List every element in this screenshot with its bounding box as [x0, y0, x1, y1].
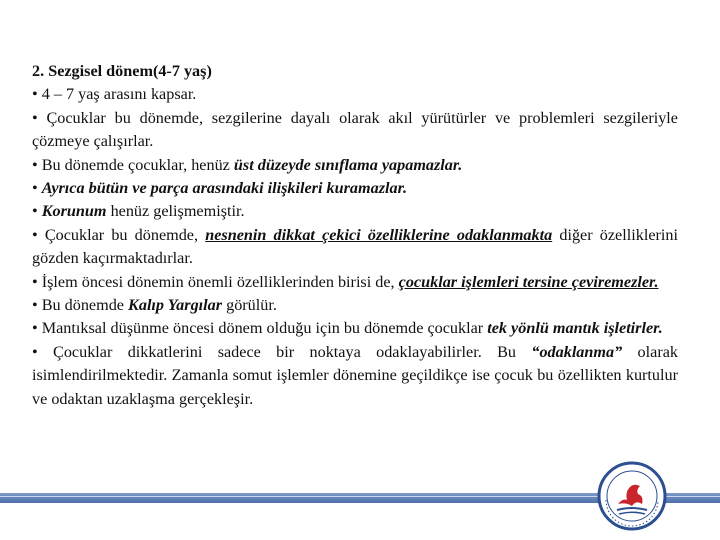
bullet-item [32, 271, 678, 294]
bullet-item [32, 200, 678, 223]
bullet-text: • Çocuklar dikkatlerini sadece bir noktaya odaklayabilirler. Bu [32, 342, 532, 361]
bullet-text: • 4 – 7 yaş arasını kapsar. [32, 85, 197, 104]
bullet-item [32, 177, 678, 200]
emphasis-text: nesnenin dikkat çekici özelliklerine odaklanmakta [205, 225, 553, 244]
bullet-text: • Çocuklar bu dönemde, sezgilerine dayalı olarak akıl yürütürler ve problemleri sezgileriyle çözmeye çalışırlar. [32, 108, 678, 151]
emphasis-text: Ayrıca bütün ve parça arasındaki ilişkileri kuramazlar. [41, 179, 408, 198]
bullet-text: • Bu dönemde [32, 296, 129, 315]
bullet-list [32, 83, 678, 411]
emphasis-text: üst düzeyde sınıflama yapamazlar. [233, 155, 463, 174]
bullet-item [32, 83, 678, 106]
bullet-text: henüz gelişmemiştir. [106, 202, 245, 221]
bullet-text: • Mantıksal düşünme öncesi dönem olduğu için bu dönemde çocuklar [32, 319, 488, 338]
bullet-text: görülür. [222, 296, 277, 315]
bullet-text: diğer özelliklerini gözden kaçırmaktadırlar. [32, 225, 678, 268]
emphasis-text: tek yönlü mantık işletirler. [487, 319, 663, 338]
bullet-item [32, 317, 678, 340]
bullet-item [32, 294, 678, 317]
emphasis-text: çocuklar işlemleri tersine çeviremezler. [398, 272, 659, 291]
emphasis-text: “odaklanma” [531, 342, 623, 361]
bullet-item [32, 154, 678, 177]
bullet-text: • [32, 202, 42, 221]
bullet-item [32, 224, 678, 271]
bullet-text: • İşlem öncesi dönemin önemli özelliklerinden birisi de, [32, 272, 399, 291]
bullet-text: • Bu dönemde çocuklar, henüz [32, 155, 234, 174]
slide-content [32, 60, 678, 411]
emphasis-text: Kalıp Yargılar [128, 296, 223, 315]
bullet-text: olarak isimlendirilmektedir. Zamanla somut işlemler dönemine geçildikçe ise çocuk bu özellikten kurtulur ve odaktan uzaklaşma gerçekleşir. [32, 342, 678, 408]
bullet-item [32, 341, 678, 411]
bullet-text: • [32, 179, 42, 198]
bullet-item [32, 107, 678, 154]
bullet-text: • Çocuklar bu dönemde, [32, 225, 206, 244]
university-seal-icon [596, 460, 668, 532]
emphasis-text: Korunum [41, 202, 107, 221]
slide-heading: 2. Sezgisel dönem(4-7 yaş) [32, 62, 212, 80]
